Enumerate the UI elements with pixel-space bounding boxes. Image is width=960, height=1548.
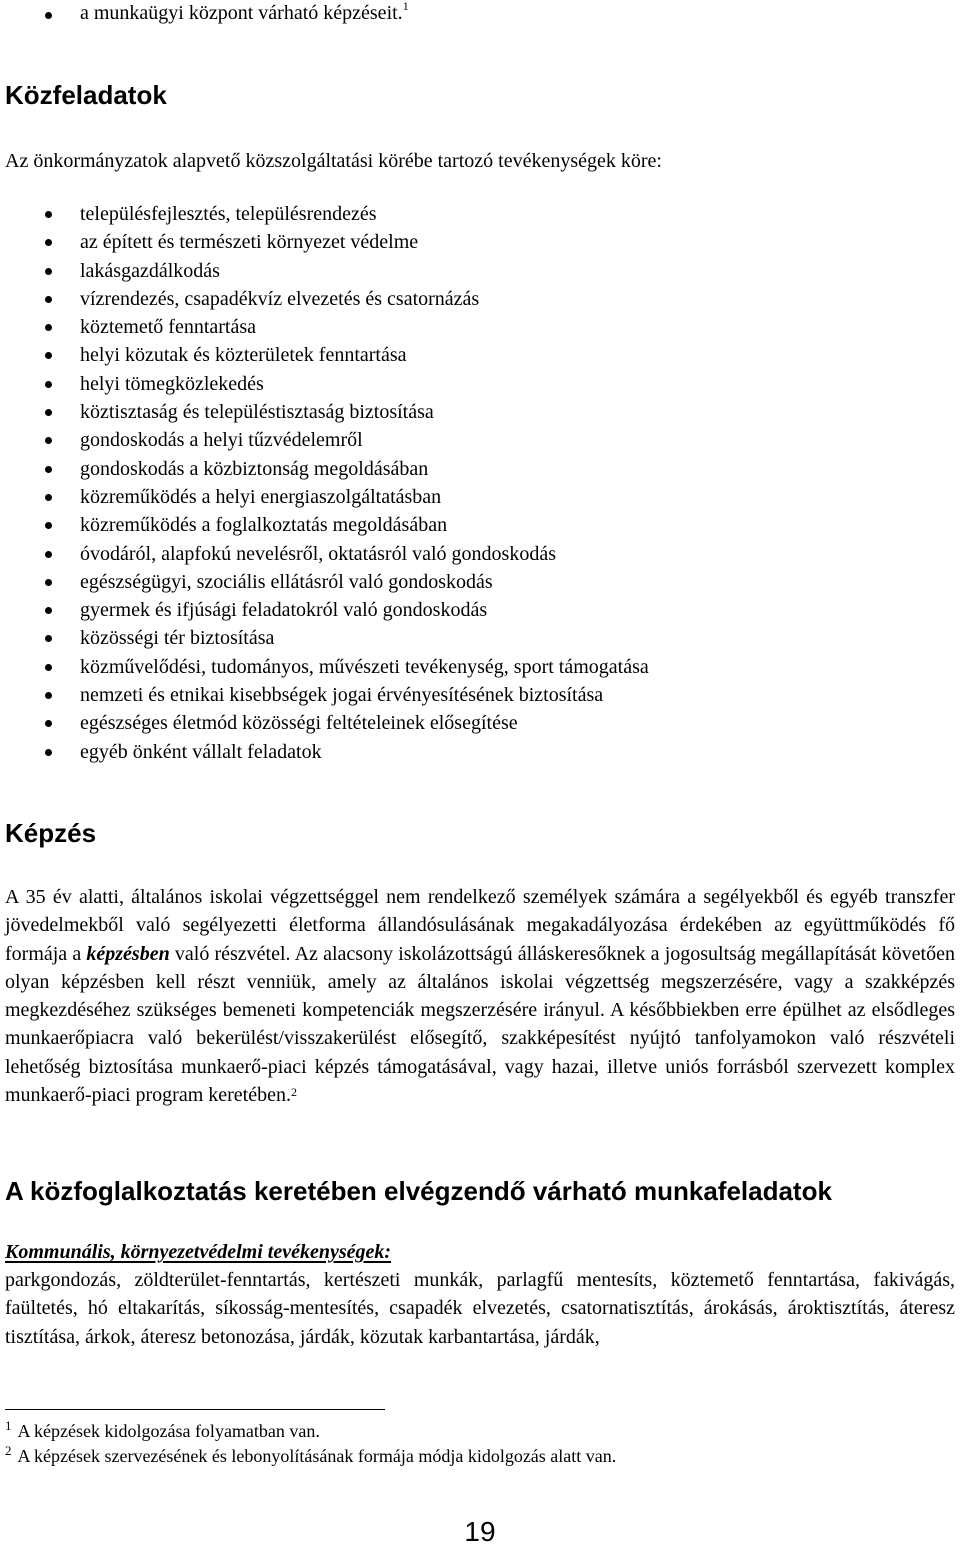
bullet-icon: [45, 522, 52, 529]
list-item: egészséges életmód közösségi feltételeinek elősegítése: [0, 709, 960, 737]
bullet-icon: [45, 635, 52, 642]
list-item: köztisztaság és településtisztaság biztosítása: [0, 398, 960, 426]
bullet-icon: [45, 692, 52, 699]
list-item: gondoskodás a közbiztonság megoldásában: [0, 455, 960, 483]
bullet-icon: [45, 437, 52, 444]
list-item: közreműködés a helyi energiaszolgáltatásban: [0, 483, 960, 511]
list-item: lakásgazdálkodás: [0, 257, 960, 285]
bullet-icon: [45, 239, 52, 246]
list-item: helyi tömegközlekedés: [0, 370, 960, 398]
list-item: nemzeti és etnikai kisebbségek jogai érvényesítésének biztosítása: [0, 681, 960, 709]
bullet-icon: [45, 664, 52, 671]
list-item: egyéb önként vállalt feladatok: [0, 738, 960, 766]
footnote-1: $^1$ A képzések kidolgozása folyamatban van.: [5, 1418, 320, 1441]
bullet-icon: [45, 607, 52, 614]
bullet-icon: [45, 381, 52, 388]
bullet-icon: [45, 749, 52, 756]
list-item: közösségi tér biztosítása: [0, 624, 960, 652]
bullet-icon: [45, 494, 52, 501]
bullet-icon: [45, 466, 52, 473]
bullet-icon: [45, 268, 52, 275]
kepzes-paragraph: A 35 év alatti, általános iskolai végzettséggel nem rendelkező személyek számára a segélyekből és egyéb transzfer jövedelmekből való segélyezetti életforma állandósulásának megakadályozása érdekében az együttműködés fő formája a képzésben való részvétel. Az alacsony iskolázottságú álláskeresőknek a jogosultság megállapítását követően olyan képzésben kell részt venniük, amely az általános iskolai végzettség megszerzésére, vagy a szakképzés megkezdéséhez szükséges bemeneti kompetenciák megszerzésére irányul. A későbbiekben erre épülhet az elsődleges munkaerőpiacra való bekerülést/visszakerülést elősegítő, szakképesítést nyújtó tanfolyamokon való részvételi lehetőség biztosítása munkaerő-piaci képzés támogatásával, vagy hazai, illetve uniós forrásból szervezett komplex munkaerő-piaci program keretében.$^2$: [5, 886, 955, 1107]
list-item: közreműködés a foglalkoztatás megoldásában: [0, 511, 960, 539]
bullet-icon: [45, 211, 52, 218]
list-item: egészségügyi, szociális ellátásról való gondoskodás: [0, 568, 960, 596]
list-item: vízrendezés, csapadékvíz elvezetés és csatornázás: [0, 285, 960, 313]
footnote-ref-1: 1: [402, 0, 409, 13]
list-item: az épített és természeti környezet védelme: [0, 228, 960, 256]
bullet-icon: [45, 324, 52, 331]
bullet-icon: [45, 720, 52, 727]
top-bullet-text: a munkaügyi központ várható képzéseit.$^1$: [80, 0, 409, 24]
list-item: köztemető fenntartása: [0, 313, 960, 341]
bullet-icon: [45, 551, 52, 558]
heading-kozfeladatok: Közfeladatok: [5, 80, 167, 110]
subheading-kommunalis: Kommunális, környezetvédelmi tevékenységek:: [5, 1241, 392, 1263]
list-item: helyi közutak és közterületek fenntartása: [0, 341, 960, 369]
footnote-2: $^2$ A képzések szervezésének és lebonyolításának formája módja kidolgozás alatt van.: [5, 1443, 617, 1466]
bullet-icon: [45, 12, 52, 19]
list-item: gondoskodás a helyi tűzvédelemről: [0, 426, 960, 454]
list-item: óvodáról, alapfokú nevelésről, oktatásról való gondoskodás: [0, 540, 960, 568]
footnote-ref-2: 2: [290, 1085, 297, 1100]
bullet-icon: [45, 296, 52, 303]
bullet-icon: [45, 579, 52, 586]
list-item: közművelődési, tudományos, művészeti tevékenység, sport támogatása: [0, 653, 960, 681]
page-number: 19: [464, 1516, 496, 1547]
kozfeladatok-intro: Az önkormányzatok alapvető közszolgáltatási körébe tartozó tevékenységek köre:: [5, 150, 662, 172]
heading-kepzes: Képzés: [5, 818, 97, 848]
list-item: gyermek és ifjúsági feladatokról való gondoskodás: [0, 596, 960, 624]
top-bullet-item: [0, 0, 960, 28]
footnote-divider: [5, 1409, 385, 1410]
heading-kozfoglalkoztatas: A közfoglalkoztatás keretében elvégzendő várható munkafeladatok: [5, 1176, 832, 1206]
list-item: településfejlesztés, településrendezés: [0, 200, 960, 228]
kepzes-emphasis: képzésben: [86, 942, 170, 965]
kommunalis-paragraph: parkgondozás, zöldterület-fenntartás, kertészeti munkák, parlagfű mentesíts, köztemető fenntartása, fakivágás, faültetés, hó eltakarítás, síkosság-mentesítés, csapadék elvezetés, csatornatisztítás, árokásás, ároktisztítás, áteresz tisztítása, árkok, áteresz betonozása, járdák, közutak karbantartása, járdák,: [5, 1269, 955, 1348]
bullet-icon: [45, 409, 52, 416]
bullet-icon: [45, 352, 52, 359]
task-list: [0, 200, 960, 766]
